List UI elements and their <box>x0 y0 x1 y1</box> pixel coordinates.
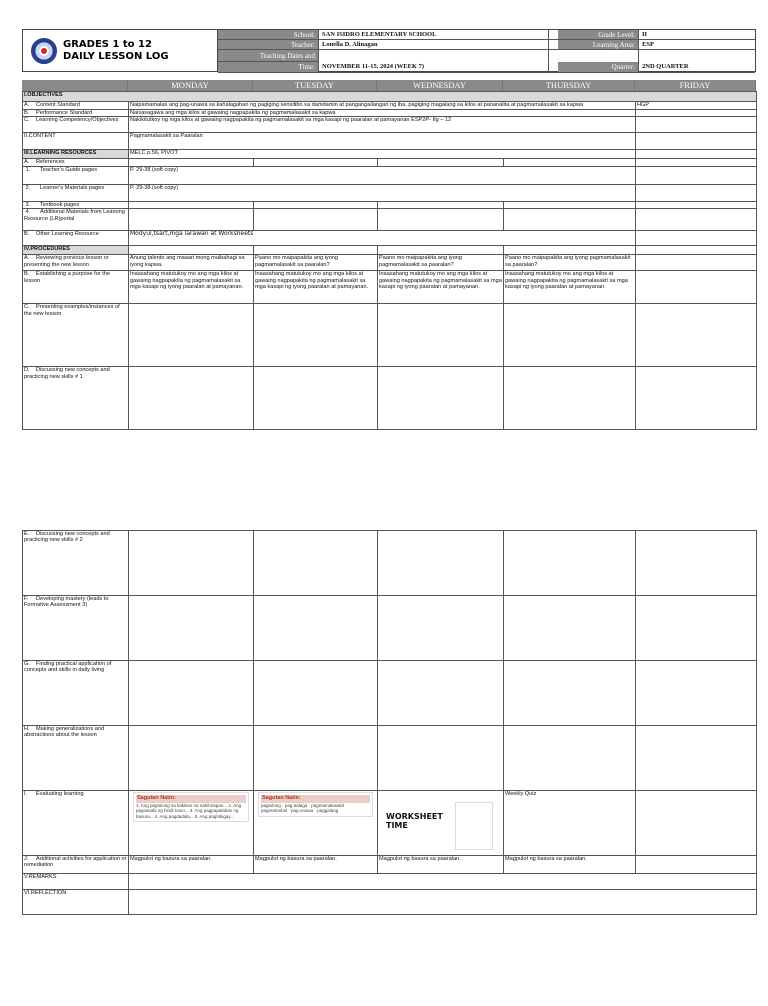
content-standard-label: A. Content Standard <box>23 102 129 110</box>
quiz-sagutan-tue: Sagutan Natin: pagtulong · pag-aalaga · pagmamalasakit · pagmamahal · pag-unawa · paggalang <box>258 792 373 817</box>
proc-a-tuesday: Paano mo maipapakita ang iyong pagmamalasakit sa paaralan? <box>254 255 378 271</box>
proc-j-monday: Magpulot ng basura sa paaralan. <box>129 856 254 874</box>
performance-standard-value: Naisasagawa ang mga kilos at gawaing nagpapakita ng pagmamalasakit sa kapwa <box>129 110 636 117</box>
proc-a-monday: Anung talento ang maaari mong maibahagi sa iyong kapwa. <box>129 255 254 271</box>
competency-value: Nakikitutkoy ng mga kilos at gawaing nagpapakita ng pagmamalasakit sa mga kasapi ng paaralan at pamayanan ESP2P- IIg – 12 <box>129 117 636 133</box>
title-line-1: GRADES 1 to 12 <box>63 38 152 50</box>
proc-b-label: B. Establishing a purpose for the lesson <box>23 271 129 304</box>
proc-e-label: E. Discussing new concepts and practicing new skills # 2 <box>23 531 129 596</box>
proc-a-thursday: Paano mo maipapakita ang iyong pagmamalasakit sa paaralan? <box>504 255 636 271</box>
grade-label: Grade Level: <box>558 30 638 40</box>
competency-label: C. Learning Competency/Objectives <box>23 117 129 133</box>
area-label: Learning Area: <box>558 40 638 50</box>
quarter-value: 2ND QUARTER <box>638 62 755 73</box>
performance-standard-label: B. Performance Standard <box>23 110 129 117</box>
additional-materials-label: 4. Additional Materials from Learning Resource (LR)portal <box>23 209 129 231</box>
proc-i-label: I. Evaluating learning <box>23 791 129 856</box>
day-tuesday: TUESDAY <box>253 80 377 91</box>
proc-d-label: D. Discussing new concepts and practicing new skills # 1 <box>23 367 129 430</box>
remarks-heading: V.REMARKS <box>23 874 129 890</box>
content-standard-value: Naipamamalas ang pag-unawa sa kahalagahan ng pagiging sensitibo sa damdamin at pangangailangan ng iba, pagiging magalang sa kilos at pananalita at pagmamalasakit sa kapwa <box>129 102 636 110</box>
proc-a-wednesday: Paano mo maipapakita ang iyong pagmamalasakit sa paaralan? <box>378 255 504 271</box>
day-header-row <box>22 80 756 91</box>
proc-g-label: G. Finding practical application of concepts and skills in daily living <box>23 661 129 726</box>
day-friday: FRIDAY <box>635 80 756 91</box>
quiz-sagutan-mon: Sagutan Natin: 1. Ang pagtulong sa kaklase na nahihirapan... 2. Ang pagsasabi ng hindi totoo... 3. Ang pagpapalabas ng basura... 4. Ang pagdadala... 5. Ang pagbibigay... <box>133 792 249 822</box>
title-line-2: DAILY LESSON LOG <box>63 50 169 62</box>
proc-b-tuesday: Inaasahang matutukoy mo ang mga kilos at gawaing nagpapakita ng pagmamalasakit sa mga kasapi ng iyong paaralan at pamayanan. <box>254 271 378 304</box>
area-value: ESP <box>638 40 755 50</box>
reflection-heading: VI.REFLECTION <box>23 890 129 915</box>
school-label: School: <box>218 30 318 40</box>
lesson-log-header <box>22 29 756 72</box>
dates-label-1: Teaching Dates and <box>218 50 318 62</box>
lesson-table-page2: E. Discussing new concepts and practicing new skills # 2 F. Developing mastery (leads to Formative Assessment 3) G. Finding practical application of concepts and skills in daily living H. Making generalizations and abstractions about the lesson I. Evaluating learning Sagutan Natin: 1. Ang pagtulong sa kaklase na nahihirapan... 2. Ang pagsasabi ng hindi totoo... 3. Ang pagpapalabas ng basura... 4. Ang pagdadala... 5. Ang pagbibigay... Sagutan Natin: pagtulong · pag-aalaga · pagmamalasakit · pagmamahal · pag-unawa · paggalang WORKSHEET TIME Weekly Quiz J. Additional activities for application or remediation Magpulot ng basura sa paaralan. Magpulot ng basura sa paaralan. Magpulot ng basura sa paaralan. Magpulot ng basura sa paaralan. V.REMARKS VI.REFLECTION <box>22 530 757 915</box>
lesson-table-page1 <box>22 91 757 430</box>
references-label: A. References <box>23 159 129 166</box>
procedures-heading: IV.PROCEDURES <box>23 246 129 255</box>
proc-j-label: J. Additional activities for application or remediation <box>23 856 129 874</box>
resources-heading: III.LEARNING RESOURCES <box>23 150 129 159</box>
textbook-label: 3. Textbook pages <box>23 201 129 208</box>
content-value: Pagmamalasakit sa Paaralan <box>129 133 636 150</box>
grade-value: II <box>638 30 755 40</box>
school-value: SAN ISIDRO ELEMENTARY SCHOOL <box>318 30 548 40</box>
proc-h-label: H. Making generalizations and abstractions about the lesson <box>23 726 129 791</box>
other-resource-label: B. Other Learning Resource <box>23 231 129 246</box>
log-title <box>63 39 169 63</box>
proc-c-label: C. Presenting examples/instances of the new lesson <box>23 304 129 367</box>
tg-value: P. 29-38 (soft copy) <box>129 166 636 184</box>
day-wednesday: WEDNESDAY <box>377 80 503 91</box>
proc-b-monday: Inaasahang matutukoy mo ang mga kilos at gawaing nagpapakita ng pagmamalasakit sa mga kasapi ng iyong paaralan at pamayanan. <box>129 271 254 304</box>
teacher-label: Teacher: <box>218 40 318 50</box>
teacher-value: Louella D. Alinagan <box>318 40 548 50</box>
day-thursday: THURSDAY <box>503 80 635 91</box>
lm-value: P. 29-38 (soft copy) <box>129 184 636 201</box>
tg-label: 1. Teacher's Guide pages <box>23 166 129 184</box>
friday-hgp: HGP <box>636 102 757 110</box>
proc-j-thursday: Magpulot ng basura sa paaralan. <box>504 856 636 874</box>
quarter-label: Quarter: <box>558 62 638 73</box>
proc-f-label: F. Developing mastery (leads to Formative Assessment 3) <box>23 596 129 661</box>
proc-j-wednesday: Magpulot ng basura sa paaralan. <box>378 856 504 874</box>
day-monday: MONDAY <box>128 80 253 91</box>
content-heading: II.CONTENT <box>23 133 129 150</box>
weekly-quiz: Weekly Quiz <box>504 791 636 856</box>
logo-area <box>23 30 218 71</box>
lm-label: 2. Learner's Materials pages <box>23 184 129 201</box>
objectives-heading: I.OBJECTIVES <box>23 92 757 102</box>
day-blank <box>22 80 128 91</box>
header-info-grid <box>218 30 755 71</box>
other-resource-value: Modyul,tsart,mga larawan at Worksheets <box>129 231 636 246</box>
resources-value: MELC p.56, PIVOT <box>129 150 636 159</box>
proc-b-thursday: Inaasahang matutukoy mo ang mga kilos at gawaing nagpapakita ng pagmamalasakit sa mga kasapi ng iyong paaralan at pamayanan. <box>504 271 636 304</box>
dates-label-2: Time: <box>218 62 318 73</box>
proc-j-tuesday: Magpulot ng basura sa paaralan. <box>254 856 378 874</box>
proc-b-wednesday: Inaasahang matutukoy mo ang mga kilos at gawaing nagpapakita ng pagmamalasakit sa mga kasapi ng iyong paaralan at pamayanan. <box>378 271 504 304</box>
deped-seal-icon <box>31 38 57 64</box>
proc-a-label: A. Reviewing previous lesson or presenting the new lesson <box>23 255 129 271</box>
dates-value: NOVEMBER 11-15, 2024 (WEEK 7) <box>318 62 548 73</box>
